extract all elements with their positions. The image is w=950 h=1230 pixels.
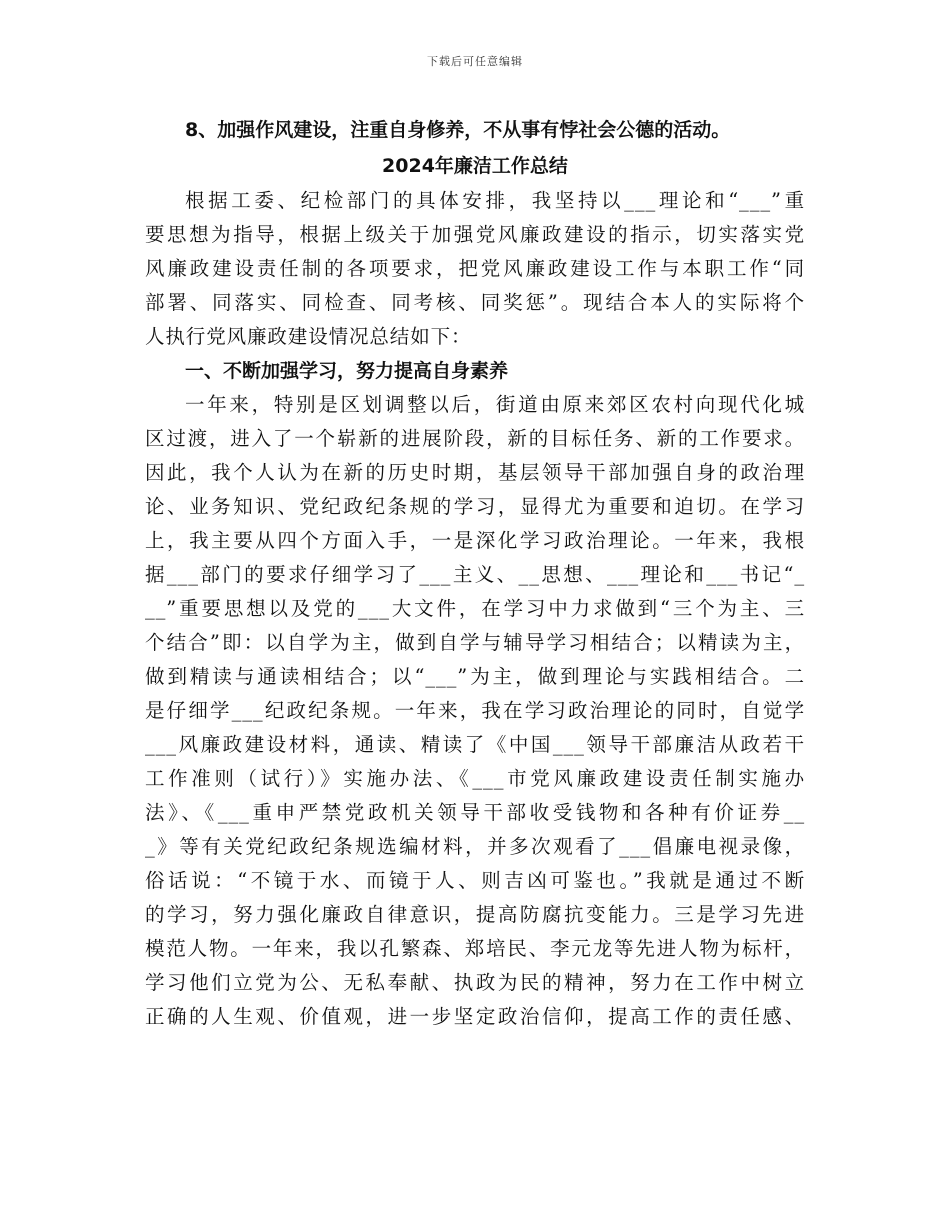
text-line: 俗话说：“不镜于水、而镜于人、则吉凶可鉴也。”我就是通过不断 xyxy=(145,869,805,892)
text-line: 做到精读与通读相结合；以“___”为主，做到理论与实践相结合。二 xyxy=(145,665,805,688)
text-line: ___风廉政建设材料，通读、精读了《中国___领导干部廉洁从政若干 xyxy=(145,733,805,756)
text-line: 区过渡，进入了一个崭新的进展阶段，新的目标任务、新的工作要求。 xyxy=(145,427,805,450)
document-page xyxy=(145,112,805,1034)
text-line: __”重要思想以及党的___大文件，在学习中力求做到“三个为主、三 xyxy=(145,597,805,620)
text-line: 学习他们立党为公、无私奉献、执政为民的精神，努力在工作中树立 xyxy=(145,971,805,994)
text-line: 个结合”即：以自学为主，做到自学与辅导学习相结合；以精读为主， xyxy=(145,631,805,654)
text-line: 正确的人生观、价值观，进一步坚定政治信仰，提高工作的责任感、 xyxy=(145,1005,805,1028)
text-line: 一年来，特别是区划调整以后，街道由原来郊区农村向现代化城 xyxy=(185,393,805,416)
section-heading-1: 一、不断加强学习，努力提高自身素养 xyxy=(185,360,509,382)
text-line: 风廉政建设责任制的各项要求，把党风廉政建设工作与本职工作“同 xyxy=(145,257,805,280)
text-line: 根据工委、纪检部门的具体安排，我坚持以___理论和“___”重 xyxy=(185,189,805,212)
text-line: 要思想为指导，根据上级关于加强党风廉政建设的指示，切实落实党 xyxy=(145,223,805,246)
text-line: 的学习，努力强化廉政自律意识，提高防腐抗变能力。三是学习先进 xyxy=(145,903,805,926)
text-line: 因此，我个人认为在新的历史时期，基层领导干部加强自身的政治理 xyxy=(145,461,805,484)
lead-item-8: 8、加强作风建设，注重自身修养，不从事有悖社会公德的活动。 xyxy=(185,119,731,141)
text-line: 论、业务知识、党纪政纪条规的学习，显得尤为重要和迫切。在学习 xyxy=(145,495,805,518)
intro-paragraph xyxy=(145,184,805,354)
text-line: 部署、同落实、同检查、同考核、同奖惩”。现结合本人的实际将个 xyxy=(145,291,805,314)
text-line: 工作准则（试行）》实施办法、《___市党风廉政建设责任制实施办 xyxy=(145,767,805,790)
document-title: 2024年廉洁工作总结 xyxy=(382,155,568,177)
text-line: 据___部门的要求仔细学习了___主义、__思想、___理论和___书记“_ xyxy=(145,563,805,586)
text-line: 是仔细学___纪政纪条规。一年来，我在学习政治理论的同时，自觉学 xyxy=(145,699,805,722)
section-1-paragraph xyxy=(145,388,805,1034)
text-line: _》等有关党纪政纪条规选编材料，并多次观看了___倡廉电视录像， xyxy=(145,835,805,858)
text-line: 模范人物。一年来，我以孔繁森、郑培民、李元龙等先进人物为标杆， xyxy=(145,937,805,960)
text-line: 上，我主要从四个方面入手，一是深化学习政治理论。一年来，我根 xyxy=(145,529,805,552)
page-header-note: 下载后可任意编辑 xyxy=(427,55,523,68)
text-line: 人执行党风廉政建设情况总结如下： xyxy=(145,325,472,348)
text-line: 法》、《___重申严禁党政机关领导干部收受钱物和各种有价证券__ xyxy=(145,801,805,824)
